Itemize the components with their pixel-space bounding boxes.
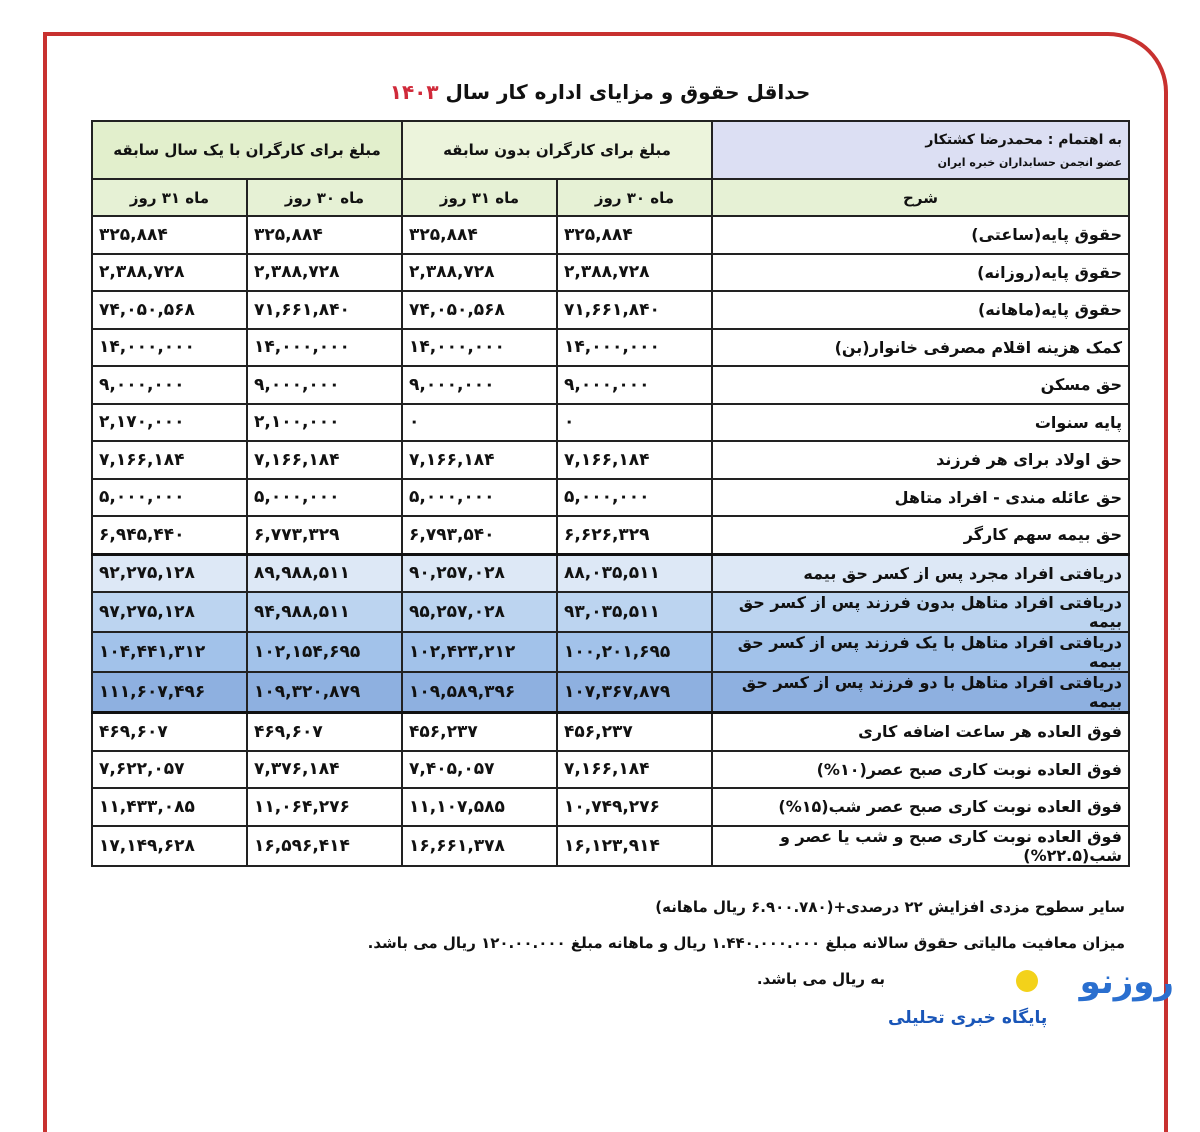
table-row — [92, 672, 1129, 713]
author-sub: عضو انجمن حسابداران خبره ایران — [937, 155, 1122, 169]
row-value: ۱۶,۱۲۳,۹۱۴ — [557, 826, 712, 866]
row-value: ۲,۳۸۸,۷۲۸ — [247, 254, 402, 292]
row-value: ۹۳,۰۳۵,۵۱۱ — [557, 592, 712, 632]
row-value: ۱۰۹,۳۲۰,۸۷۹ — [247, 672, 402, 713]
row-value: ۱۱,۱۰۷,۵۸۵ — [402, 788, 557, 826]
row-desc: دریافتی افراد متاهل بدون فرزند پس از کسر حق بیمه — [712, 592, 1129, 632]
row-value: ۱۰۲,۴۲۳,۲۱۲ — [402, 632, 557, 672]
row-value: ۵,۰۰۰,۰۰۰ — [402, 479, 557, 517]
row-value: ۳۲۵,۸۸۴ — [557, 216, 712, 254]
row-value: ۶,۷۹۳,۵۴۰ — [402, 516, 557, 554]
table-row — [92, 216, 1129, 254]
row-value: ۷,۱۶۶,۱۸۴ — [557, 751, 712, 789]
row-value: ۲,۳۸۸,۷۲۸ — [557, 254, 712, 292]
note: میزان معافیت مالیاتی حقوق سالانه مبلغ ۱.۴۴۰.۰۰۰.۰۰۰ ریال و ماهانه مبلغ ۱۲۰.۰۰.۰۰۰ ریال می باشد. — [367, 934, 1125, 952]
table-row — [92, 826, 1129, 866]
row-value: ۷۱,۶۶۱,۸۴۰ — [557, 291, 712, 329]
row-value: ۷,۱۶۶,۱۸۴ — [247, 441, 402, 479]
row-value: ۳۲۵,۸۸۴ — [92, 216, 247, 254]
row-value: ۱۰,۷۴۹,۲۷۶ — [557, 788, 712, 826]
table-row — [92, 632, 1129, 672]
row-value: ۷۱,۶۶۱,۸۴۰ — [247, 291, 402, 329]
row-desc: کمک هزینه اقلام مصرفی خانوار(بن) — [712, 329, 1129, 367]
col-30-days: ماه ۳۰ روز — [247, 179, 402, 216]
row-value: ۹۷,۲۷۵,۱۲۸ — [92, 592, 247, 632]
row-desc: دریافتی افراد مجرد پس از کسر حق بیمه — [712, 554, 1129, 592]
row-value: ۸۹,۹۸۸,۵۱۱ — [247, 554, 402, 592]
logo-tagline: پایگاه خبری تحلیلی — [888, 1008, 1048, 1028]
row-value: ۶,۷۷۳,۳۲۹ — [247, 516, 402, 554]
row-desc: حق مسکن — [712, 366, 1129, 404]
author-line: به اهتمام : محمدرضا کشتکار — [925, 131, 1122, 148]
row-desc: فوق العاده نوبت کاری صبح عصر شب(۱۵%) — [712, 788, 1129, 826]
table-row — [92, 291, 1129, 329]
row-value: ۳۲۵,۸۸۴ — [402, 216, 557, 254]
logo — [888, 962, 1188, 1034]
row-value: ۳۲۵,۸۸۴ — [247, 216, 402, 254]
row-desc: حقوق پایه(ساعتی) — [712, 216, 1129, 254]
row-value: ۱۰۹,۵۸۹,۳۹۶ — [402, 672, 557, 713]
table-row — [92, 751, 1129, 789]
row-value: ۴۵۶,۲۳۷ — [402, 713, 557, 751]
table-row — [92, 592, 1129, 632]
row-value: ۱۷,۱۴۹,۶۲۸ — [92, 826, 247, 866]
row-desc: پایه سنوات — [712, 404, 1129, 442]
row-value: ۹۰,۲۵۷,۰۲۸ — [402, 554, 557, 592]
col-31-days: ماه ۳۱ روز — [402, 179, 557, 216]
row-value: ۱۰۴,۴۴۱,۳۱۲ — [92, 632, 247, 672]
row-value: ۰ — [402, 404, 557, 442]
row-value: ۴۶۹,۶۰۷ — [247, 713, 402, 751]
table-row — [92, 516, 1129, 554]
row-value: ۱۴,۰۰۰,۰۰۰ — [92, 329, 247, 367]
table-row — [92, 788, 1129, 826]
row-value: ۱۴,۰۰۰,۰۰۰ — [402, 329, 557, 367]
row-desc: فوق العاده نوبت کاری صبح و شب یا عصر و شب(۲۲.۵%) — [712, 826, 1129, 866]
table-row — [92, 329, 1129, 367]
note: به ریال می باشد. — [756, 970, 885, 988]
row-desc: حق بیمه سهم کارگر — [712, 516, 1129, 554]
row-value: ۱۱,۰۶۴,۲۷۶ — [247, 788, 402, 826]
row-value: ۷,۱۶۶,۱۸۴ — [402, 441, 557, 479]
table-row — [92, 479, 1129, 517]
table-row — [92, 366, 1129, 404]
row-value: ۲,۳۸۸,۷۲۸ — [402, 254, 557, 292]
row-value: ۴۵۶,۲۳۷ — [557, 713, 712, 751]
row-value: ۷۴,۰۵۰,۵۶۸ — [402, 291, 557, 329]
row-value: ۵,۰۰۰,۰۰۰ — [557, 479, 712, 517]
row-value: ۷,۱۶۶,۱۸۴ — [92, 441, 247, 479]
logo-mark: روزنو — [1079, 962, 1174, 1002]
row-value: ۷,۶۲۲,۰۵۷ — [92, 751, 247, 789]
row-value: ۱۱,۴۳۳,۰۸۵ — [92, 788, 247, 826]
page-title — [0, 80, 1200, 104]
author-cell — [712, 121, 1129, 179]
row-value: ۰ — [557, 404, 712, 442]
row-value: ۱۴,۰۰۰,۰۰۰ — [557, 329, 712, 367]
row-value: ۹,۰۰۰,۰۰۰ — [247, 366, 402, 404]
row-desc: دریافتی افراد متاهل با دو فرزند پس از کسر حق بیمه — [712, 672, 1129, 713]
table-row — [92, 404, 1129, 442]
col-30-days: ماه ۳۰ روز — [557, 179, 712, 216]
row-value: ۹۲,۲۷۵,۱۲۸ — [92, 554, 247, 592]
row-value: ۲,۱۷۰,۰۰۰ — [92, 404, 247, 442]
col-desc: شرح — [712, 179, 1129, 216]
row-value: ۵,۰۰۰,۰۰۰ — [92, 479, 247, 517]
row-value: ۱۰۲,۱۵۴,۶۹۵ — [247, 632, 402, 672]
logo-dot-icon — [1016, 970, 1038, 992]
row-value: ۱۰۰,۲۰۱,۶۹۵ — [557, 632, 712, 672]
row-value: ۶,۹۴۵,۴۴۰ — [92, 516, 247, 554]
row-desc: حقوق پایه(ماهانه) — [712, 291, 1129, 329]
row-value: ۱۴,۰۰۰,۰۰۰ — [247, 329, 402, 367]
row-value: ۴۶۹,۶۰۷ — [92, 713, 247, 751]
row-value: ۱۶,۵۹۶,۴۱۴ — [247, 826, 402, 866]
col-31-days: ماه ۳۱ روز — [92, 179, 247, 216]
row-value: ۸۸,۰۳۵,۵۱۱ — [557, 554, 712, 592]
table-row — [92, 554, 1129, 592]
title-text: حداقل حقوق و مزایای اداره کار سال — [445, 80, 811, 104]
row-desc: حقوق پایه(روزانه) — [712, 254, 1129, 292]
row-value: ۷,۱۶۶,۱۸۴ — [557, 441, 712, 479]
group-no-experience: مبلغ برای کارگران بدون سابقه — [402, 121, 712, 179]
table-row — [92, 713, 1129, 751]
row-value: ۹۵,۲۵۷,۰۲۸ — [402, 592, 557, 632]
title-year: ۱۴۰۳ — [389, 80, 439, 104]
group-one-year: مبلغ برای کارگران با یک سال سابقه — [92, 121, 402, 179]
row-value: ۹,۰۰۰,۰۰۰ — [557, 366, 712, 404]
salary-table — [91, 120, 1130, 867]
row-desc: دریافتی افراد متاهل با یک فرزند پس از کسر حق بیمه — [712, 632, 1129, 672]
row-value: ۹,۰۰۰,۰۰۰ — [402, 366, 557, 404]
row-value: ۹۴,۹۸۸,۵۱۱ — [247, 592, 402, 632]
row-value: ۲,۱۰۰,۰۰۰ — [247, 404, 402, 442]
row-desc: حق اولاد برای هر فرزند — [712, 441, 1129, 479]
row-value: ۱۰۷,۳۶۷,۸۷۹ — [557, 672, 712, 713]
row-value: ۷,۴۰۵,۰۵۷ — [402, 751, 557, 789]
table-row — [92, 441, 1129, 479]
row-value: ۶,۶۲۶,۳۲۹ — [557, 516, 712, 554]
row-value: ۹,۰۰۰,۰۰۰ — [92, 366, 247, 404]
row-value: ۱۶,۶۶۱,۳۷۸ — [402, 826, 557, 866]
row-value: ۷,۳۷۶,۱۸۴ — [247, 751, 402, 789]
note: سایر سطوح مزدی افزایش ۲۲ درصدی+(۶.۹۰۰.۷۸۰ ریال ماهانه) — [655, 898, 1125, 916]
row-desc: حق عائله مندی - افراد متاهل — [712, 479, 1129, 517]
row-value: ۷۴,۰۵۰,۵۶۸ — [92, 291, 247, 329]
row-desc: فوق العاده نوبت کاری صبح عصر(۱۰%) — [712, 751, 1129, 789]
row-value: ۲,۳۸۸,۷۲۸ — [92, 254, 247, 292]
table-row — [92, 254, 1129, 292]
row-value: ۵,۰۰۰,۰۰۰ — [247, 479, 402, 517]
row-value: ۱۱۱,۶۰۷,۴۹۶ — [92, 672, 247, 713]
row-desc: فوق العاده هر ساعت اضافه کاری — [712, 713, 1129, 751]
